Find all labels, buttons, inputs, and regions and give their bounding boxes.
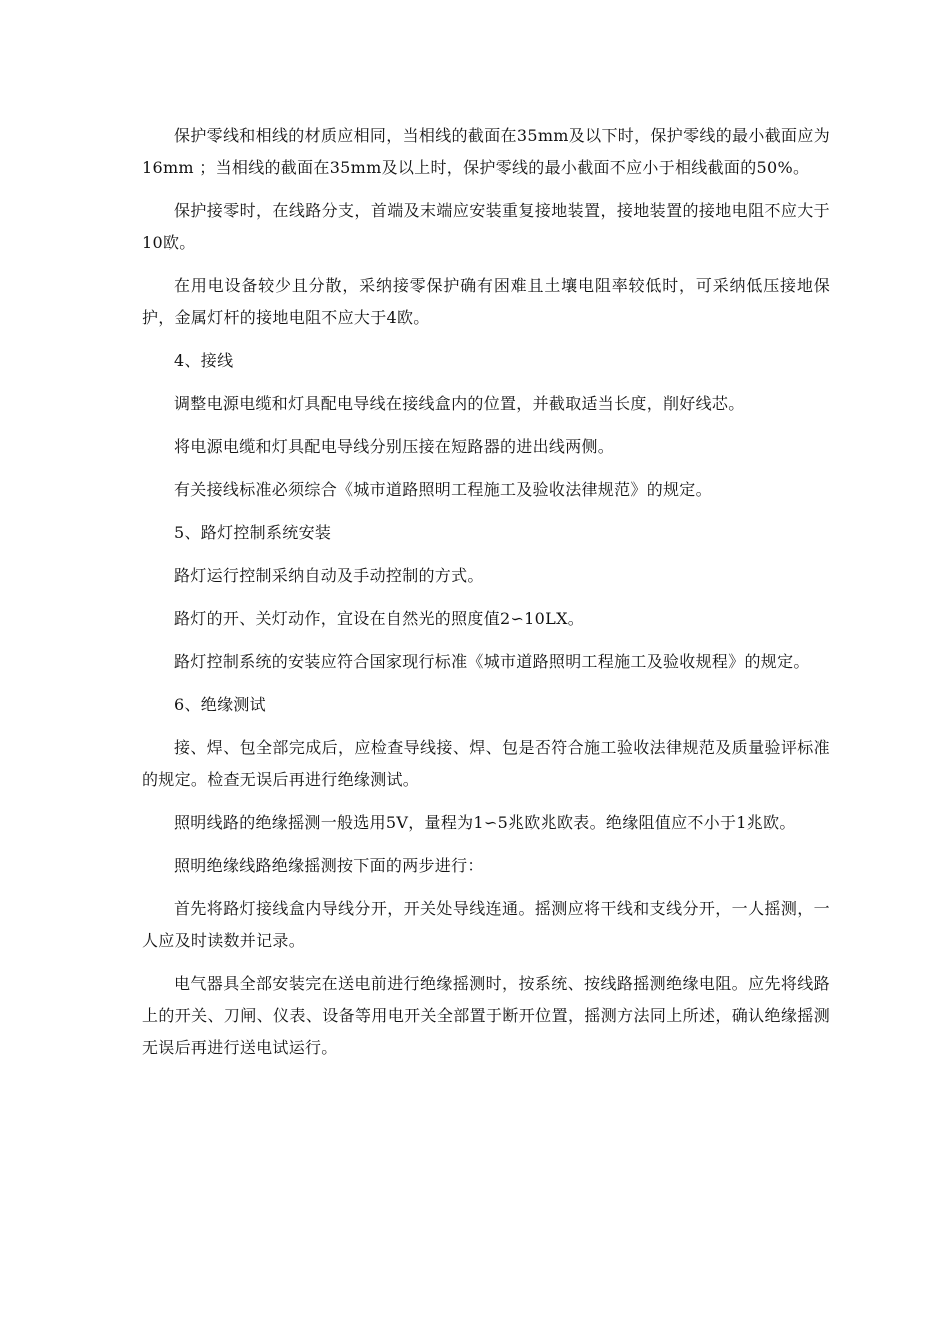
paragraph-two-step-test: 照明绝缘线路绝缘摇测按下面的两步进行： bbox=[174, 856, 484, 875]
paragraph-illuminance-setting: 路灯的开、关灯动作，宜设在自然光的照度值2∽10LX。 bbox=[174, 609, 585, 628]
paragraph-step-one: 首先将路灯接线盒内导线分开，开关处导线连通。摇测应将干线和支线分开，一人摇测，一人应及时读数并记录。 bbox=[142, 899, 830, 950]
paragraph-adjust-cables: 调整电源电缆和灯具配电导线在接线盒内的位置，并截取适当长度，削好线芯。 bbox=[174, 394, 745, 413]
paragraph-crimp-conductors: 将电源电缆和灯具配电导线分别压接在短路器的进出线两侧。 bbox=[174, 437, 615, 456]
paragraph-joint-inspection: 接、焊、包全部完成后，应检查导线接、焊、包是否符合施工验收法律规范及质量验评标准的规定。检查无误后再进行绝缘测试。 bbox=[142, 738, 830, 789]
paragraph-low-voltage-grounding: 在用电设备较少且分散，采纳接零保护确有困难且土壤电阻率较低时，可采纳低压接地保护，金属灯杆的接地电阻不应大于4欧。 bbox=[142, 276, 830, 327]
paragraph-wiring-standard: 有关接线标准必须综合《城市道路照明工程施工及验收法律规范》的规定。 bbox=[174, 480, 712, 499]
paragraph-neutral-wire-material: 保护零线和相线的材质应相同，当相线的截面在35mm及以下时，保护零线的最小截面应为16mm ；当相线的截面在35mm及以上时，保护零线的最小截面不应小于相线截面的50%。 bbox=[142, 126, 830, 177]
section-heading-wiring: 4、接线 bbox=[174, 351, 234, 370]
paragraph-step-two: 电气器具全部安装完在送电前进行绝缘摇测时，按系统、按线路摇测绝缘电阻。应先将线路上的开关、刀闸、仪表、设备等用电开关全部置于断开位置，摇测方法同上所述，确认绝缘摇测无误后再进行送电试运行。 bbox=[142, 974, 830, 1057]
section-heading-control-system: 5、路灯控制系统安装 bbox=[174, 523, 332, 542]
document-body bbox=[142, 120, 830, 1075]
paragraph-megger-selection: 照明线路的绝缘摇测一般选用5V，量程为1∽5兆欧兆欧表。绝缘阻值应不小于1兆欧。 bbox=[174, 813, 796, 832]
paragraph-control-mode: 路灯运行控制采纳自动及手动控制的方式。 bbox=[174, 566, 484, 585]
paragraph-repeated-grounding: 保护接零时，在线路分支，首端及末端应安装重复接地装置，接地装置的接地电阻不应大于10欧。 bbox=[142, 201, 830, 252]
paragraph-control-standard: 路灯控制系统的安装应符合国家现行标准《城市道路照明工程施工及验收规程》的规定。 bbox=[174, 652, 810, 671]
section-heading-insulation-test: 6、绝缘测试 bbox=[174, 695, 266, 714]
